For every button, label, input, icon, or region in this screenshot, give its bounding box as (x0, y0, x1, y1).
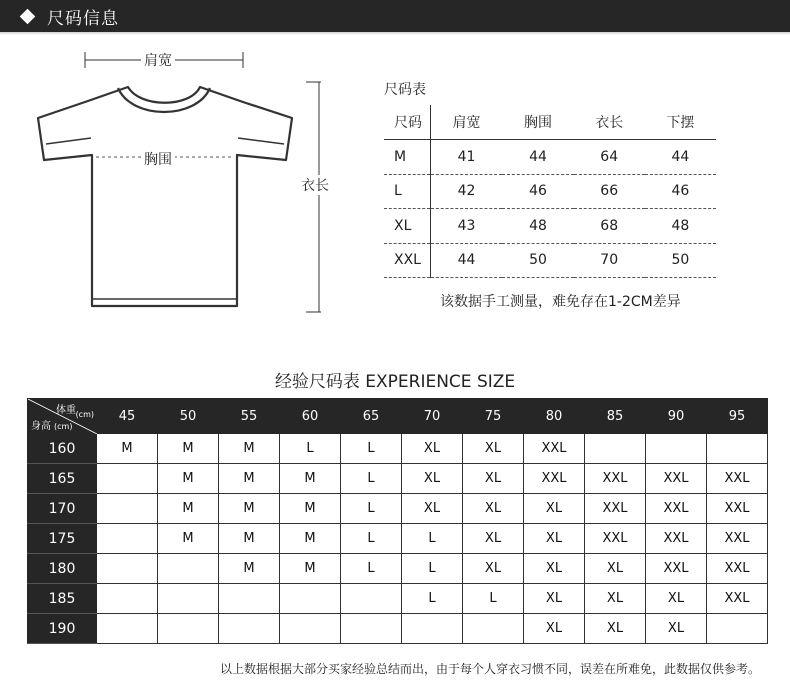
section-header (0, 0, 790, 32)
size-cell: M (219, 464, 280, 494)
size-cell: XXL (646, 554, 707, 584)
size-cell: L (402, 554, 463, 584)
height-row-header: 185 (28, 584, 97, 614)
size-cell: M (219, 494, 280, 524)
experience-title: 经验尺码表 EXPERIENCE SIZE (274, 372, 516, 392)
size-cell: XXL (585, 524, 646, 554)
table-cell: 46 (645, 174, 716, 209)
size-cell (97, 614, 158, 644)
table-row (28, 584, 768, 614)
table-cell: 66 (574, 174, 645, 209)
weight-header: 55 (219, 399, 280, 434)
table-row (28, 614, 768, 644)
section-title: 尺码信息 (47, 8, 119, 29)
table-cell: 64 (574, 140, 645, 175)
size-cell (158, 614, 219, 644)
height-row-header: 160 (28, 434, 97, 464)
weight-header: 95 (707, 399, 768, 434)
size-cell (463, 614, 524, 644)
weight-header: 60 (280, 399, 341, 434)
size-cell: M (219, 524, 280, 554)
length-label: 衣长 (301, 175, 329, 195)
height-unit: (cm) (54, 422, 73, 431)
size-cell: XL (463, 464, 524, 494)
size-cell: XL (524, 524, 585, 554)
size-cell: XXL (707, 554, 768, 584)
size-cell: XL (524, 614, 585, 644)
experience-body (28, 434, 768, 644)
size-cell: M (219, 434, 280, 464)
size-cell (97, 554, 158, 584)
size-cell: XXL (585, 464, 646, 494)
size-cell: XXL (646, 524, 707, 554)
experience-size-table (27, 398, 768, 644)
table-cell: 44 (430, 243, 502, 278)
size-cell: L (341, 554, 402, 584)
header-shadow (0, 32, 790, 35)
weight-header: 85 (585, 399, 646, 434)
size-cell (219, 584, 280, 614)
size-cell (97, 464, 158, 494)
height-row-header: 190 (28, 614, 97, 644)
height-label: 身高 (31, 421, 51, 432)
weight-header: 50 (158, 399, 219, 434)
column-header: 胸围 (502, 105, 573, 140)
diamond-icon (20, 8, 36, 24)
size-cell: XXL (707, 464, 768, 494)
size-cell: L (402, 584, 463, 614)
size-table (384, 105, 716, 278)
size-cell: M (219, 554, 280, 584)
weight-header: 65 (341, 399, 402, 434)
size-cell: XL (402, 494, 463, 524)
size-cell (707, 434, 768, 464)
size-cell: XXL (646, 494, 707, 524)
size-cell: L (463, 584, 524, 614)
table-row (28, 524, 768, 554)
table-cell: 70 (574, 243, 645, 278)
table-cell: 41 (430, 140, 502, 175)
size-cell: XXL (585, 494, 646, 524)
size-cell: M (158, 434, 219, 464)
size-cell: XL (524, 584, 585, 614)
weight-header: 75 (463, 399, 524, 434)
column-header: 尺码 (384, 105, 430, 140)
table-row (28, 464, 768, 494)
table-cell: M (384, 140, 430, 175)
size-cell: XL (585, 584, 646, 614)
size-cell (158, 554, 219, 584)
table-cell: 50 (645, 243, 716, 278)
weight-unit: (cm) (75, 410, 94, 419)
size-cell: M (158, 494, 219, 524)
size-cell: XXL (707, 524, 768, 554)
size-cell: M (280, 554, 341, 584)
weight-label: 体重 (56, 405, 76, 416)
size-cell (707, 614, 768, 644)
height-row-header: 180 (28, 554, 97, 584)
table-cell: XL (384, 209, 430, 244)
size-cell: XL (524, 554, 585, 584)
table-row (28, 494, 768, 524)
weight-header: 45 (97, 399, 158, 434)
size-cell (402, 614, 463, 644)
table-cell: 48 (645, 209, 716, 244)
size-cell: XXL (646, 464, 707, 494)
chest-label: 胸围 (141, 149, 175, 169)
size-cell: XXL (524, 464, 585, 494)
size-cell: XL (646, 614, 707, 644)
size-cell (158, 584, 219, 614)
size-cell (97, 524, 158, 554)
size-cell: M (158, 464, 219, 494)
size-cell (341, 584, 402, 614)
size-cell: L (341, 494, 402, 524)
size-cell: M (97, 434, 158, 464)
size-cell: XL (585, 554, 646, 584)
measurement-note: 该数据手工测量，难免存在1-2CM差异 (440, 294, 681, 310)
weight-header: 90 (646, 399, 707, 434)
size-cell (97, 584, 158, 614)
column-header: 肩宽 (430, 105, 502, 140)
size-cell: XL (463, 554, 524, 584)
height-row-header: 170 (28, 494, 97, 524)
table-cell: XXL (384, 243, 430, 278)
table-row (384, 209, 716, 244)
table-row (28, 434, 768, 464)
corner-header (28, 399, 97, 434)
size-cell: XXL (707, 584, 768, 614)
size-cell (97, 494, 158, 524)
size-cell: M (280, 464, 341, 494)
size-cell: XL (463, 524, 524, 554)
size-cell: M (280, 524, 341, 554)
shoulder-width-label: 肩宽 (141, 50, 175, 70)
size-cell: XL (646, 584, 707, 614)
table-cell: 44 (502, 140, 573, 175)
table-cell: 46 (502, 174, 573, 209)
table-cell: 42 (430, 174, 502, 209)
size-cell: M (280, 494, 341, 524)
table-row (384, 174, 716, 209)
table-row (384, 243, 716, 278)
size-cell (219, 614, 280, 644)
size-cell: XL (463, 494, 524, 524)
disclaimer-note: 以上数据根据大部分买家经验总结而出，由于每个人穿衣习惯不同，误差在所难免，此数据仅供参考。 (219, 662, 760, 676)
table-cell: L (384, 174, 430, 209)
size-cell (646, 434, 707, 464)
size-table-header-row (384, 105, 716, 140)
size-table-caption: 尺码表 (384, 82, 426, 98)
shirt-diagram (0, 40, 360, 330)
size-cell: L (341, 464, 402, 494)
height-row-header: 175 (28, 524, 97, 554)
size-cell (341, 614, 402, 644)
table-row (384, 140, 716, 175)
size-cell (280, 584, 341, 614)
size-cell: L (341, 524, 402, 554)
size-cell: XL (402, 464, 463, 494)
size-cell: XXL (707, 494, 768, 524)
weight-header: 80 (524, 399, 585, 434)
size-cell: XL (585, 614, 646, 644)
size-cell: XL (402, 434, 463, 464)
column-header: 衣长 (574, 105, 645, 140)
height-row-header: 165 (28, 464, 97, 494)
size-cell: XL (463, 434, 524, 464)
size-cell (585, 434, 646, 464)
table-cell: 44 (645, 140, 716, 175)
table-cell: 48 (502, 209, 573, 244)
size-cell (280, 614, 341, 644)
table-cell: 50 (502, 243, 573, 278)
size-cell: L (280, 434, 341, 464)
column-header: 下摆 (645, 105, 716, 140)
size-cell: XXL (524, 434, 585, 464)
weight-header: 70 (402, 399, 463, 434)
table-cell: 68 (574, 209, 645, 244)
size-cell: XL (524, 494, 585, 524)
table-cell: 43 (430, 209, 502, 244)
experience-header-row (28, 399, 768, 434)
table-row (28, 554, 768, 584)
size-cell: L (341, 434, 402, 464)
size-cell: L (402, 524, 463, 554)
size-cell: M (158, 524, 219, 554)
